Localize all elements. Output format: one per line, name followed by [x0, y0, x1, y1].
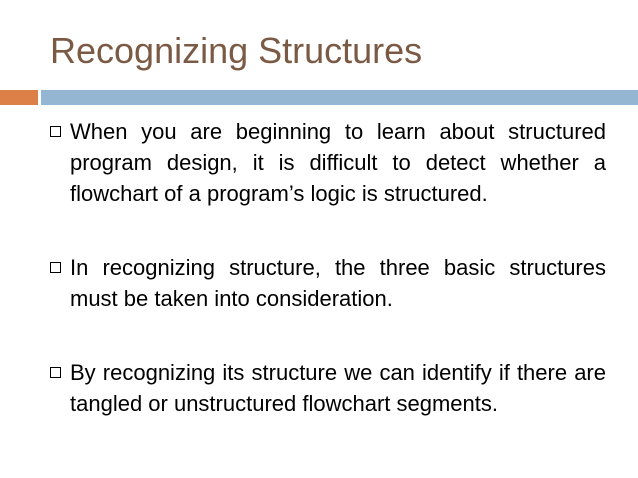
bullet-item	[46, 252, 606, 314]
title-rule-bar	[41, 90, 638, 105]
square-bullet-icon	[50, 367, 61, 378]
bullet-list	[46, 116, 606, 419]
accent-bar	[0, 90, 38, 105]
square-bullet-icon	[50, 262, 61, 273]
bullet-item	[46, 357, 606, 419]
bullet-text: By recognizing its structure we can identify if there are tangled or unstructured flowchart segments.	[70, 360, 606, 416]
slide-title: Recognizing Structures	[50, 30, 423, 71]
square-bullet-icon	[50, 126, 61, 137]
bullet-text: When you are beginning to learn about structured program design, it is difficult to detect whether a flowchart of a program’s logic is structured.	[70, 119, 606, 206]
bullet-item	[46, 116, 606, 209]
bullet-text: In recognizing structure, the three basic structures must be taken into consideration.	[70, 255, 606, 311]
